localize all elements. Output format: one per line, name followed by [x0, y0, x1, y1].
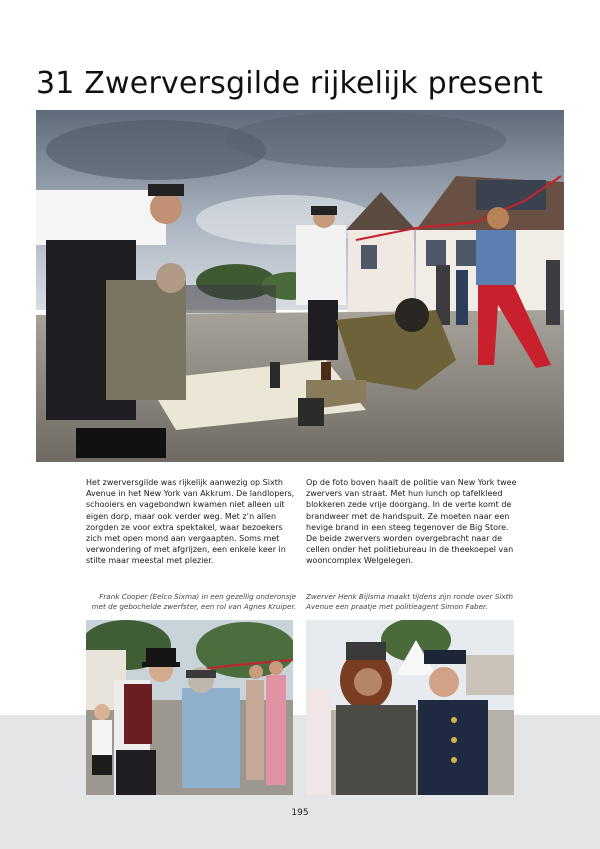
- photo-bottom-right: [306, 620, 514, 795]
- page-number: 195: [291, 808, 309, 818]
- body-text-right: Op de foto boven haalt de politie van New York twee zwervers van straat. Met hun lunch op tafelkleed blokkeren zede vrije doorgang. In de verte komt de brandweer met de handspuit. Ze moeten naar een hevige brand in een steeg tegenover de Big Store. De beide zwervers worden overgebracht naar de cellen onder het politiebureau in de theekoepel van wooncomplex Welgelegen.: [306, 478, 517, 566]
- photo-bottom-left: [86, 620, 293, 795]
- caption-right: Zwerver Henk Bijlsma maakt tijdens zijn ronde over Sixth Avenue een praatje met politieagent Simon Faber.: [306, 592, 514, 612]
- body-text-left: Het zwerversgilde was rijkelijk aanwezig op Sixth Avenue in het New York van Akkrum. De landlopers, schooiers en vagebondwn kwamen niet alleen uit eigen dorp, maar ook verder weg. Met z’n allen zorgden ze voor extra spektakel, waar bezoekers zich met open mond aan vergaapten. Soms met verwondering of met afgrijzen, een enkele keer in stilte maar meestal met plezier.: [86, 478, 295, 566]
- page-title: 31 Zwerversgilde rijkelijk present: [36, 66, 544, 102]
- main-photo: [36, 110, 564, 462]
- caption-left: Frank Cooper (Eelco Sixma) in een gezellig onderonsje met de gebochelde zwerfster, een rol van Agnes Kruiper.: [91, 592, 296, 612]
